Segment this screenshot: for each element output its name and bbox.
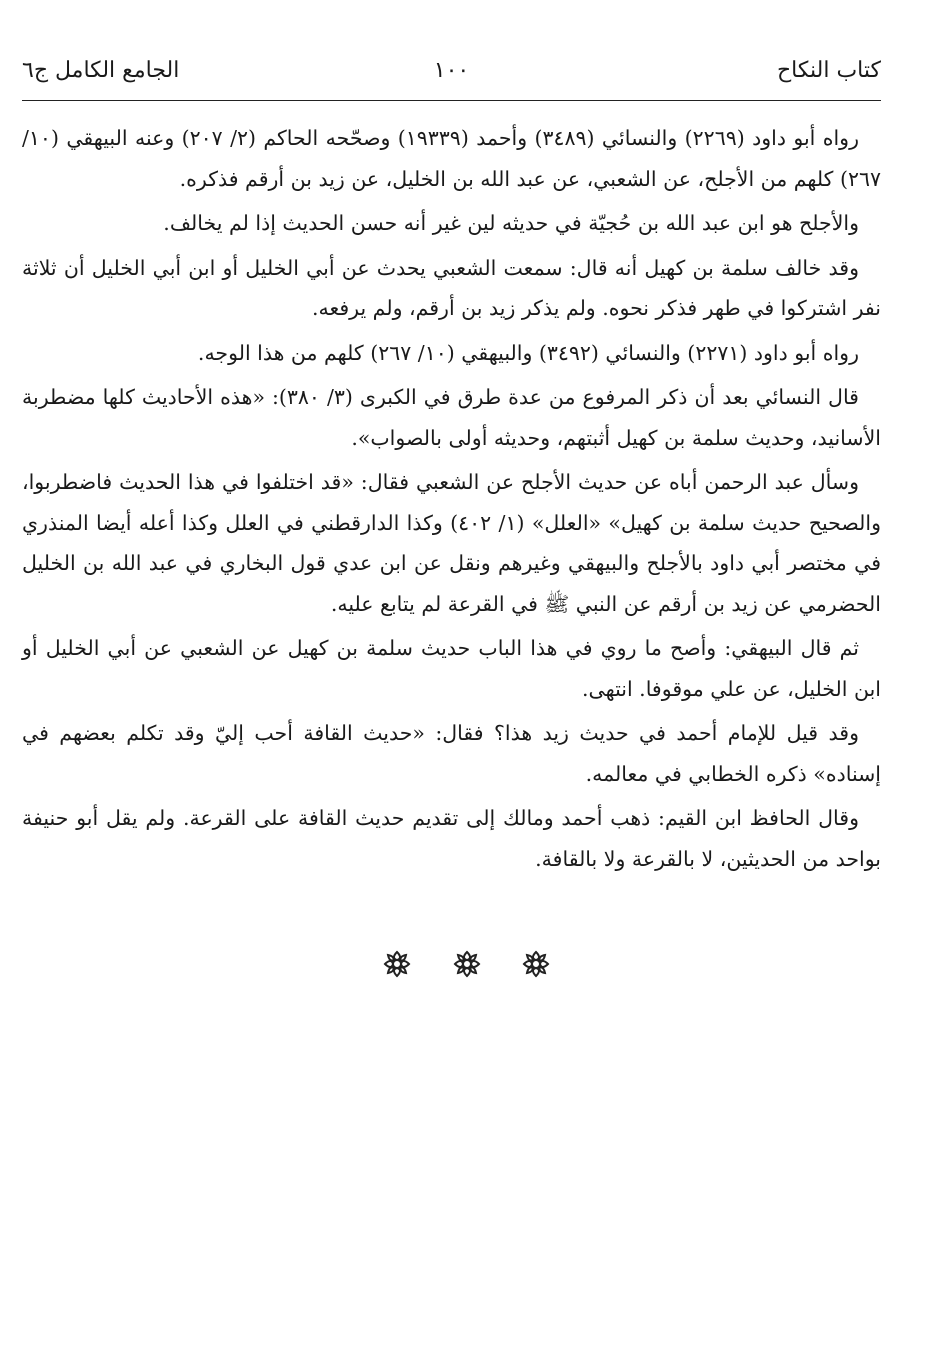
page-body bbox=[22, 118, 881, 883]
header-page-number: ١٠٠ bbox=[433, 58, 470, 83]
paragraph: والأجلح هو ابن عبد الله بن حُجيّة في حديثه لين غير أنه حسن الحديث إذا لم يخالف. bbox=[163, 211, 859, 235]
header-book-section: كتاب النكاح bbox=[776, 58, 881, 83]
paragraph: وسأل عبد الرحمن أباه عن حديث الأجلح عن الشعبي فقال: «قد اختلفوا في هذا الحديث فاضطربوا، والصحيح حديث سلمة بن كهيل» «العلل» (١/ ٤٠٢) وكذا الدارقطني في العلل وكذا أعله أيضا المنذري في مختصر أبي داود بالأجلح والبيهقي وغيرهم ونقل عن ابن عدي قول البخاري في عبد الله بن الخليل الحضرمي عن زيد بن أرقم عن النبي ﷺ في القرعة لم يتابع عليه. bbox=[22, 470, 881, 616]
paragraph: رواه أبو داود (٢٢٦٩) والنسائي (٣٤٨٩) وأحمد (١٩٣٣٩) وصحّحه الحاكم (٢/ ٢٠٧) وعنه البيهقي (١٠/ ٢٦٧) كلهم من الأجلح، عن الشعبي، عن عبد الله بن الخليل، عن زيد بن أرقم فذكره. bbox=[22, 126, 881, 191]
flower-ornament-icon bbox=[383, 950, 411, 978]
section-end-ornaments bbox=[0, 950, 933, 978]
paragraph: وقد قيل للإمام أحمد في حديث زيد هذا؟ فقال: «حديث القافة أحب إليّ وقد تكلم بعضهم في إسناده» ذكره الخطابي في معالمه. bbox=[22, 721, 881, 786]
paragraph: رواه أبو داود (٢٢٧١) والنسائي (٣٤٩٢) والبيهقي (١٠/ ٢٦٧) كلهم من هذا الوجه. bbox=[197, 340, 859, 365]
header-book-title: الجامع الكامل ج٦ bbox=[22, 58, 180, 83]
page-header bbox=[22, 52, 881, 100]
flower-ornament-icon bbox=[453, 950, 481, 978]
paragraph: قال النسائي بعد أن ذكر المرفوع من عدة طرق في الكبرى (٣/ ٣٨٠): «هذه الأحاديث كلها مضطربة الأسانيد، وحديث سلمة بن كهيل أثبتهم، وحديثه أولى بالصواب». bbox=[22, 385, 881, 450]
paragraph: ثم قال البيهقي: وأصح ما روي في هذا الباب حديث سلمة بن كهيل عن الشعبي عن أبي الخليل أو ابن الخليل، عن علي موقوفا. انتهى. bbox=[22, 636, 881, 701]
header-divider bbox=[22, 100, 881, 101]
flower-ornament-icon bbox=[522, 950, 550, 978]
paragraph: وقال الحافظ ابن القيم: ذهب أحمد ومالك إلى تقديم حديث القافة على القرعة. ولم يقل أبو حنيفة بواحد من الحديثين، لا بالقرعة ولا بالقافة. bbox=[22, 806, 881, 871]
paragraph: وقد خالف سلمة بن كهيل أنه قال: سمعت الشعبي يحدث عن أبي الخليل أو ابن أبي الخليل أن ثلاثة نفر اشتركوا في طهر فذكر نحوه. ولم يذكر زيد بن أرقم، ولم يرفعه. bbox=[22, 255, 881, 320]
